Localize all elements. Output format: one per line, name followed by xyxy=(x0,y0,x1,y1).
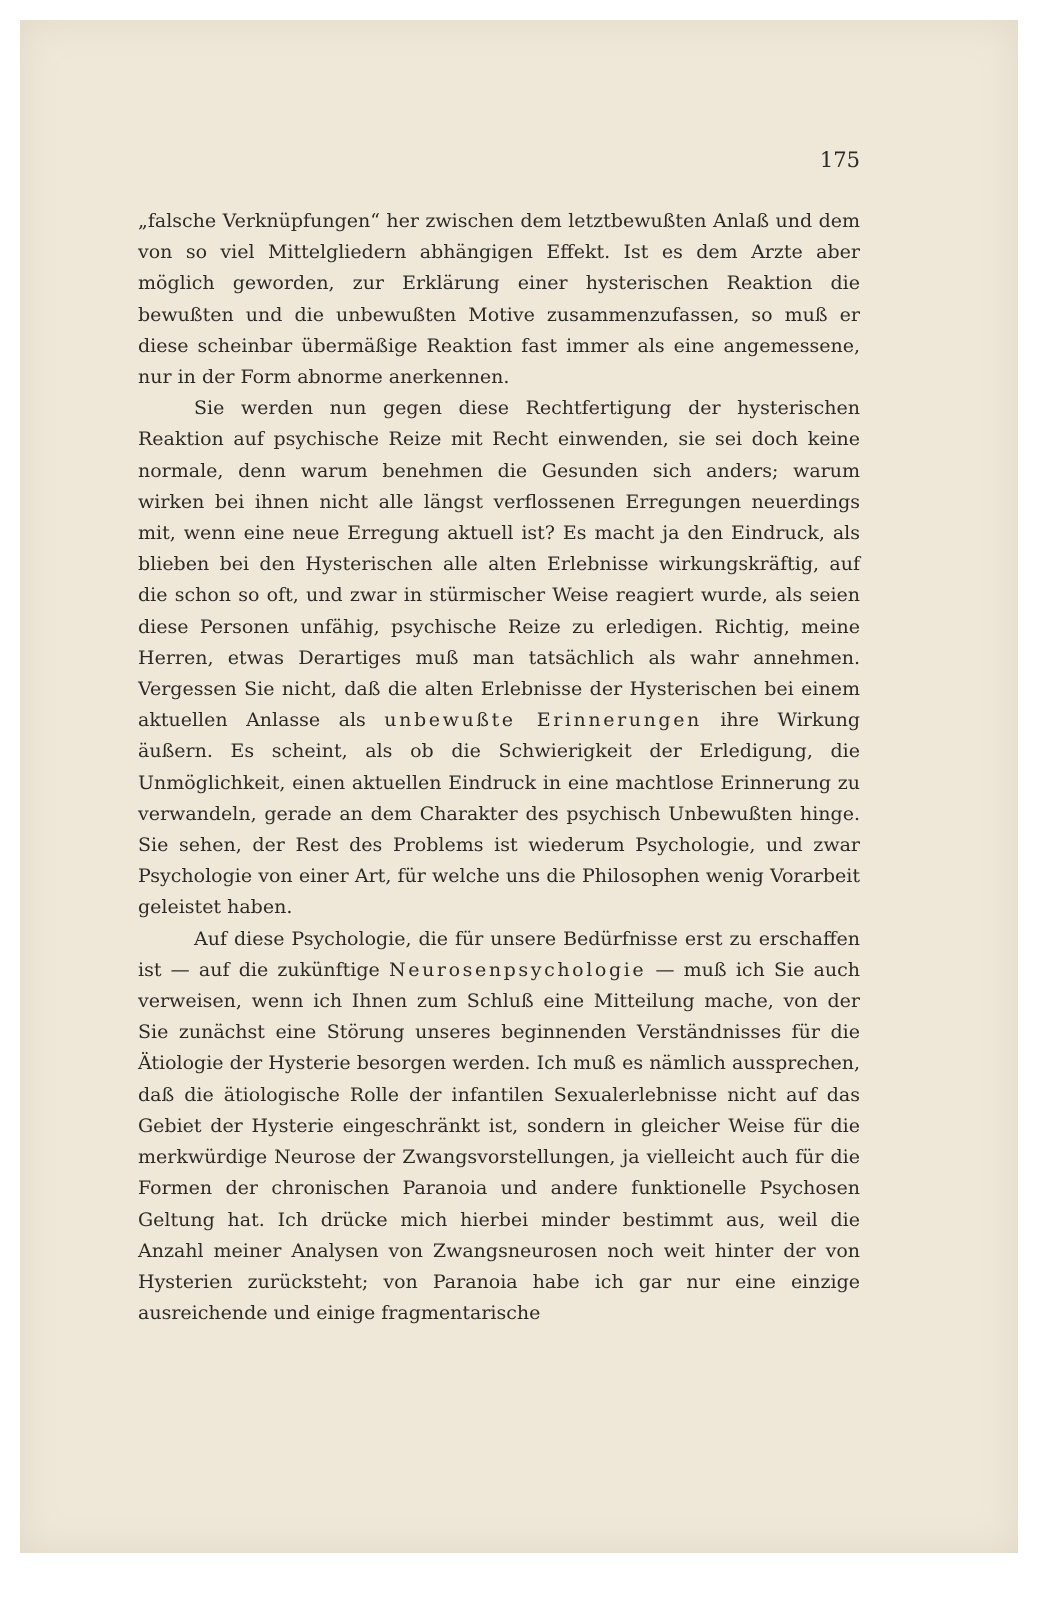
paragraph-2-text-cont: ihre Wirkung äußern. Es scheint, als ob die Schwierigkeit der Erledigung, die Unmöglichkeit, einen aktuellen Eindruck in eine machtlose Erinnerung zu verwandeln, gerade an dem Charakter des psychisch Unbewußten hinge. Sie sehen, der Rest des Problems ist wiederum Psychologie, und zwar Psychologie von einer Art, für welche uns die Philosophen wenig Vorarbeit geleistet haben. xyxy=(138,709,860,919)
spaced-emphasis: unbewußte Erinnerungen xyxy=(384,709,702,732)
paragraph-3-text: Auf diese Psychologie, die für unsere Bedürfnisse erst zu erschaffen ist — auf die zukünftige xyxy=(138,927,860,981)
paragraph-2-text: Sie werden nun gegen diese Rechtfertigung der hysterischen Reaktion auf psychische Reize mit Recht einwenden, sie sei doch keine normale, denn warum benehmen die Gesunden sich anders; warum wirken bei ihnen nicht alle längst verflossenen Erregungen neuerdings mit, wenn eine neue Erregung aktuell ist? Es macht ja den Eindruck, als blieben bei den Hysterischen alle alten Erlebnisse wirkungskräftig, auf die schon so oft, und zwar in stürmischer Weise reagiert wurde, als seien diese Personen unfähig, psychische Reize zu erledigen. Richtig, meine Herren, etwas Derartiges muß man tatsächlich als wahr annehmen. Vergessen Sie nicht, daß die alten Erlebnisse der Hysterischen bei einem aktuellen Anlasse als xyxy=(138,397,860,732)
paragraph-1 xyxy=(138,206,860,393)
paragraph-1-text: „falsche Verknüpfungen“ her zwischen dem letztbewußten Anlaß und dem von so viel Mittelgliedern abhängigen Effekt. Ist es dem Arzte aber möglich geworden, zur Erklärung einer hysterischen Reaktion die bewußten und die unbewußten Motive zusammenzufassen, so muß er diese scheinbar übermäßige Reaktion fast immer als eine angemessene, nur in der Form abnorme anerkennen. xyxy=(138,210,860,389)
book-page xyxy=(20,20,1018,1553)
paragraph-3 xyxy=(138,924,860,1330)
spaced-emphasis: Neurosenpsychologie xyxy=(389,958,647,981)
paragraph-3-text-cont: — muß ich Sie auch verweisen, wenn ich Ihnen zum Schluß eine Mitteilung mache, von der Sie zunächst eine Störung unseres beginnenden Verständnisses für die Ätiologie der Hysterie besorgen werden. Ich muß es nämlich aussprechen, daß die ätiologische Rolle der infantilen Sexualerlebnisse nicht auf das Gebiet der Hysterie eingeschränkt ist, sondern in gleicher Weise für die merkwürdige Neurose der Zwangsvorstellungen, ja vielleicht auch für die Formen der chronischen Paranoia und andere funktionelle Psychosen Geltung hat. Ich drücke mich hierbei minder bestimmt aus, weil die Anzahl meiner Analysen von Zwangsneurosen noch weit hinter der von Hysterien zurücksteht; von Paranoia habe ich gar nur eine einzige ausreichende und einige fragmentarische xyxy=(138,958,860,1325)
paragraph-2 xyxy=(138,393,860,923)
page-number: 175 xyxy=(819,148,860,172)
body-text xyxy=(138,206,860,1329)
